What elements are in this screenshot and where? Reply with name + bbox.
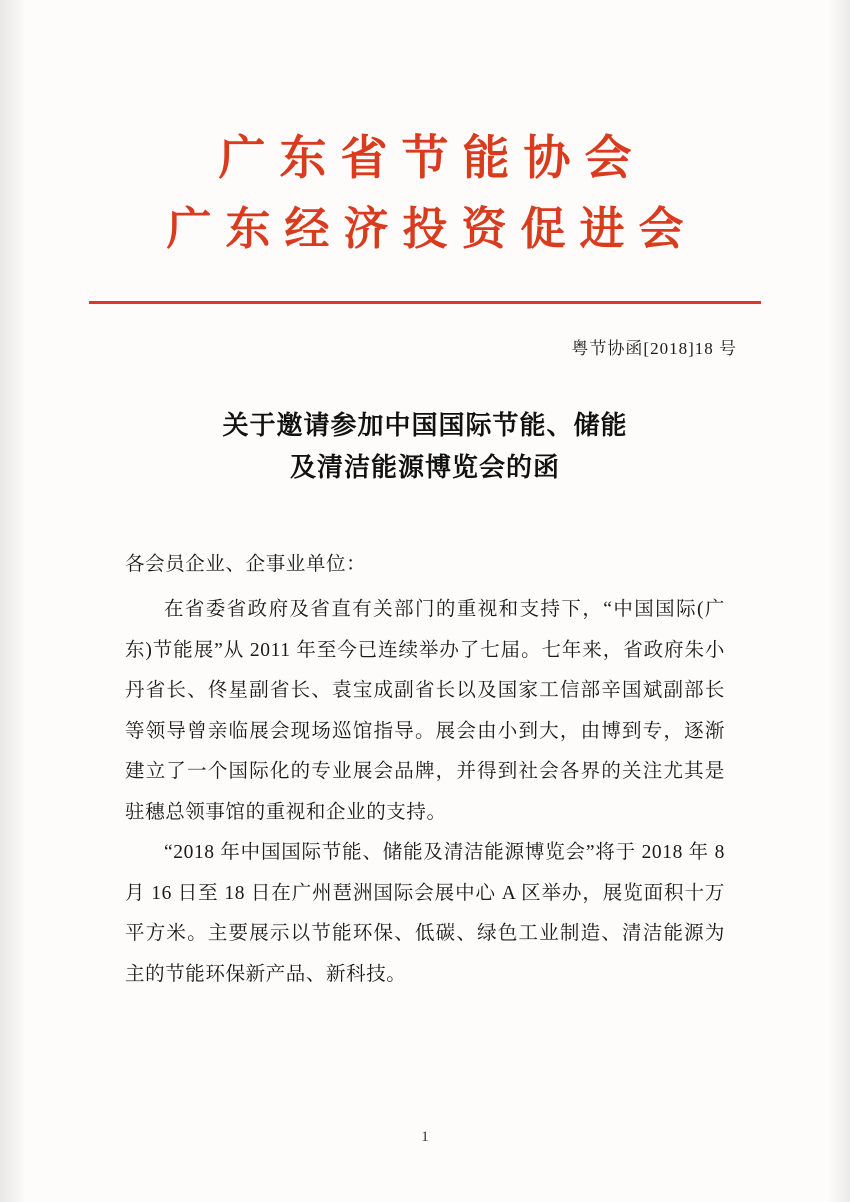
letterhead xyxy=(0,0,850,304)
page-title xyxy=(75,405,775,489)
page-number: 1 xyxy=(421,1129,429,1145)
letterhead-red-divider xyxy=(89,301,761,304)
document-body xyxy=(125,545,725,995)
letterhead-organization-line-1: 广东省节能协会 xyxy=(218,131,646,186)
salutation: 各会员企业、企事业单位： xyxy=(125,554,367,576)
body-paragraph-1: 在省委省政府及省直有关部门的重视和支持下，“中国国际(广东)节能展”从 2011 年至今已连续举办了七届。七年来，省政府朱小丹省长、佟星副省长、袁宝成副省长以及国家工信部辛国斌副部长等领导曾亲临展会现场巡馆指导。展会由小到大，由博到专，逐渐建立了一个国际化的专业展会品牌，并得到社会各界的关注尤其是驻穗总领事馆的重视和企业的支持。 xyxy=(125,599,725,823)
body-paragraph-2: “2018 年中国国际节能、储能及清洁能源博览会”将于 2018 年 8 月 16 日至 18 日在广州琶洲国际会展中心 A 区举办，展览面积十万平方米。主要展示以节能环保、低碳、绿色工业制造、清洁能源为主的节能环保新产品、新科技。 xyxy=(125,842,725,985)
letterhead-organization-line-2: 广东经济投资促进会 xyxy=(166,201,698,255)
document-number: 粤节协函[2018]18 号 xyxy=(571,339,737,359)
page-title-line-2: 及清洁能源博览会的函 xyxy=(289,453,560,483)
page-title-line-1: 关于邀请参加中国国际节能、储能 xyxy=(222,411,628,441)
